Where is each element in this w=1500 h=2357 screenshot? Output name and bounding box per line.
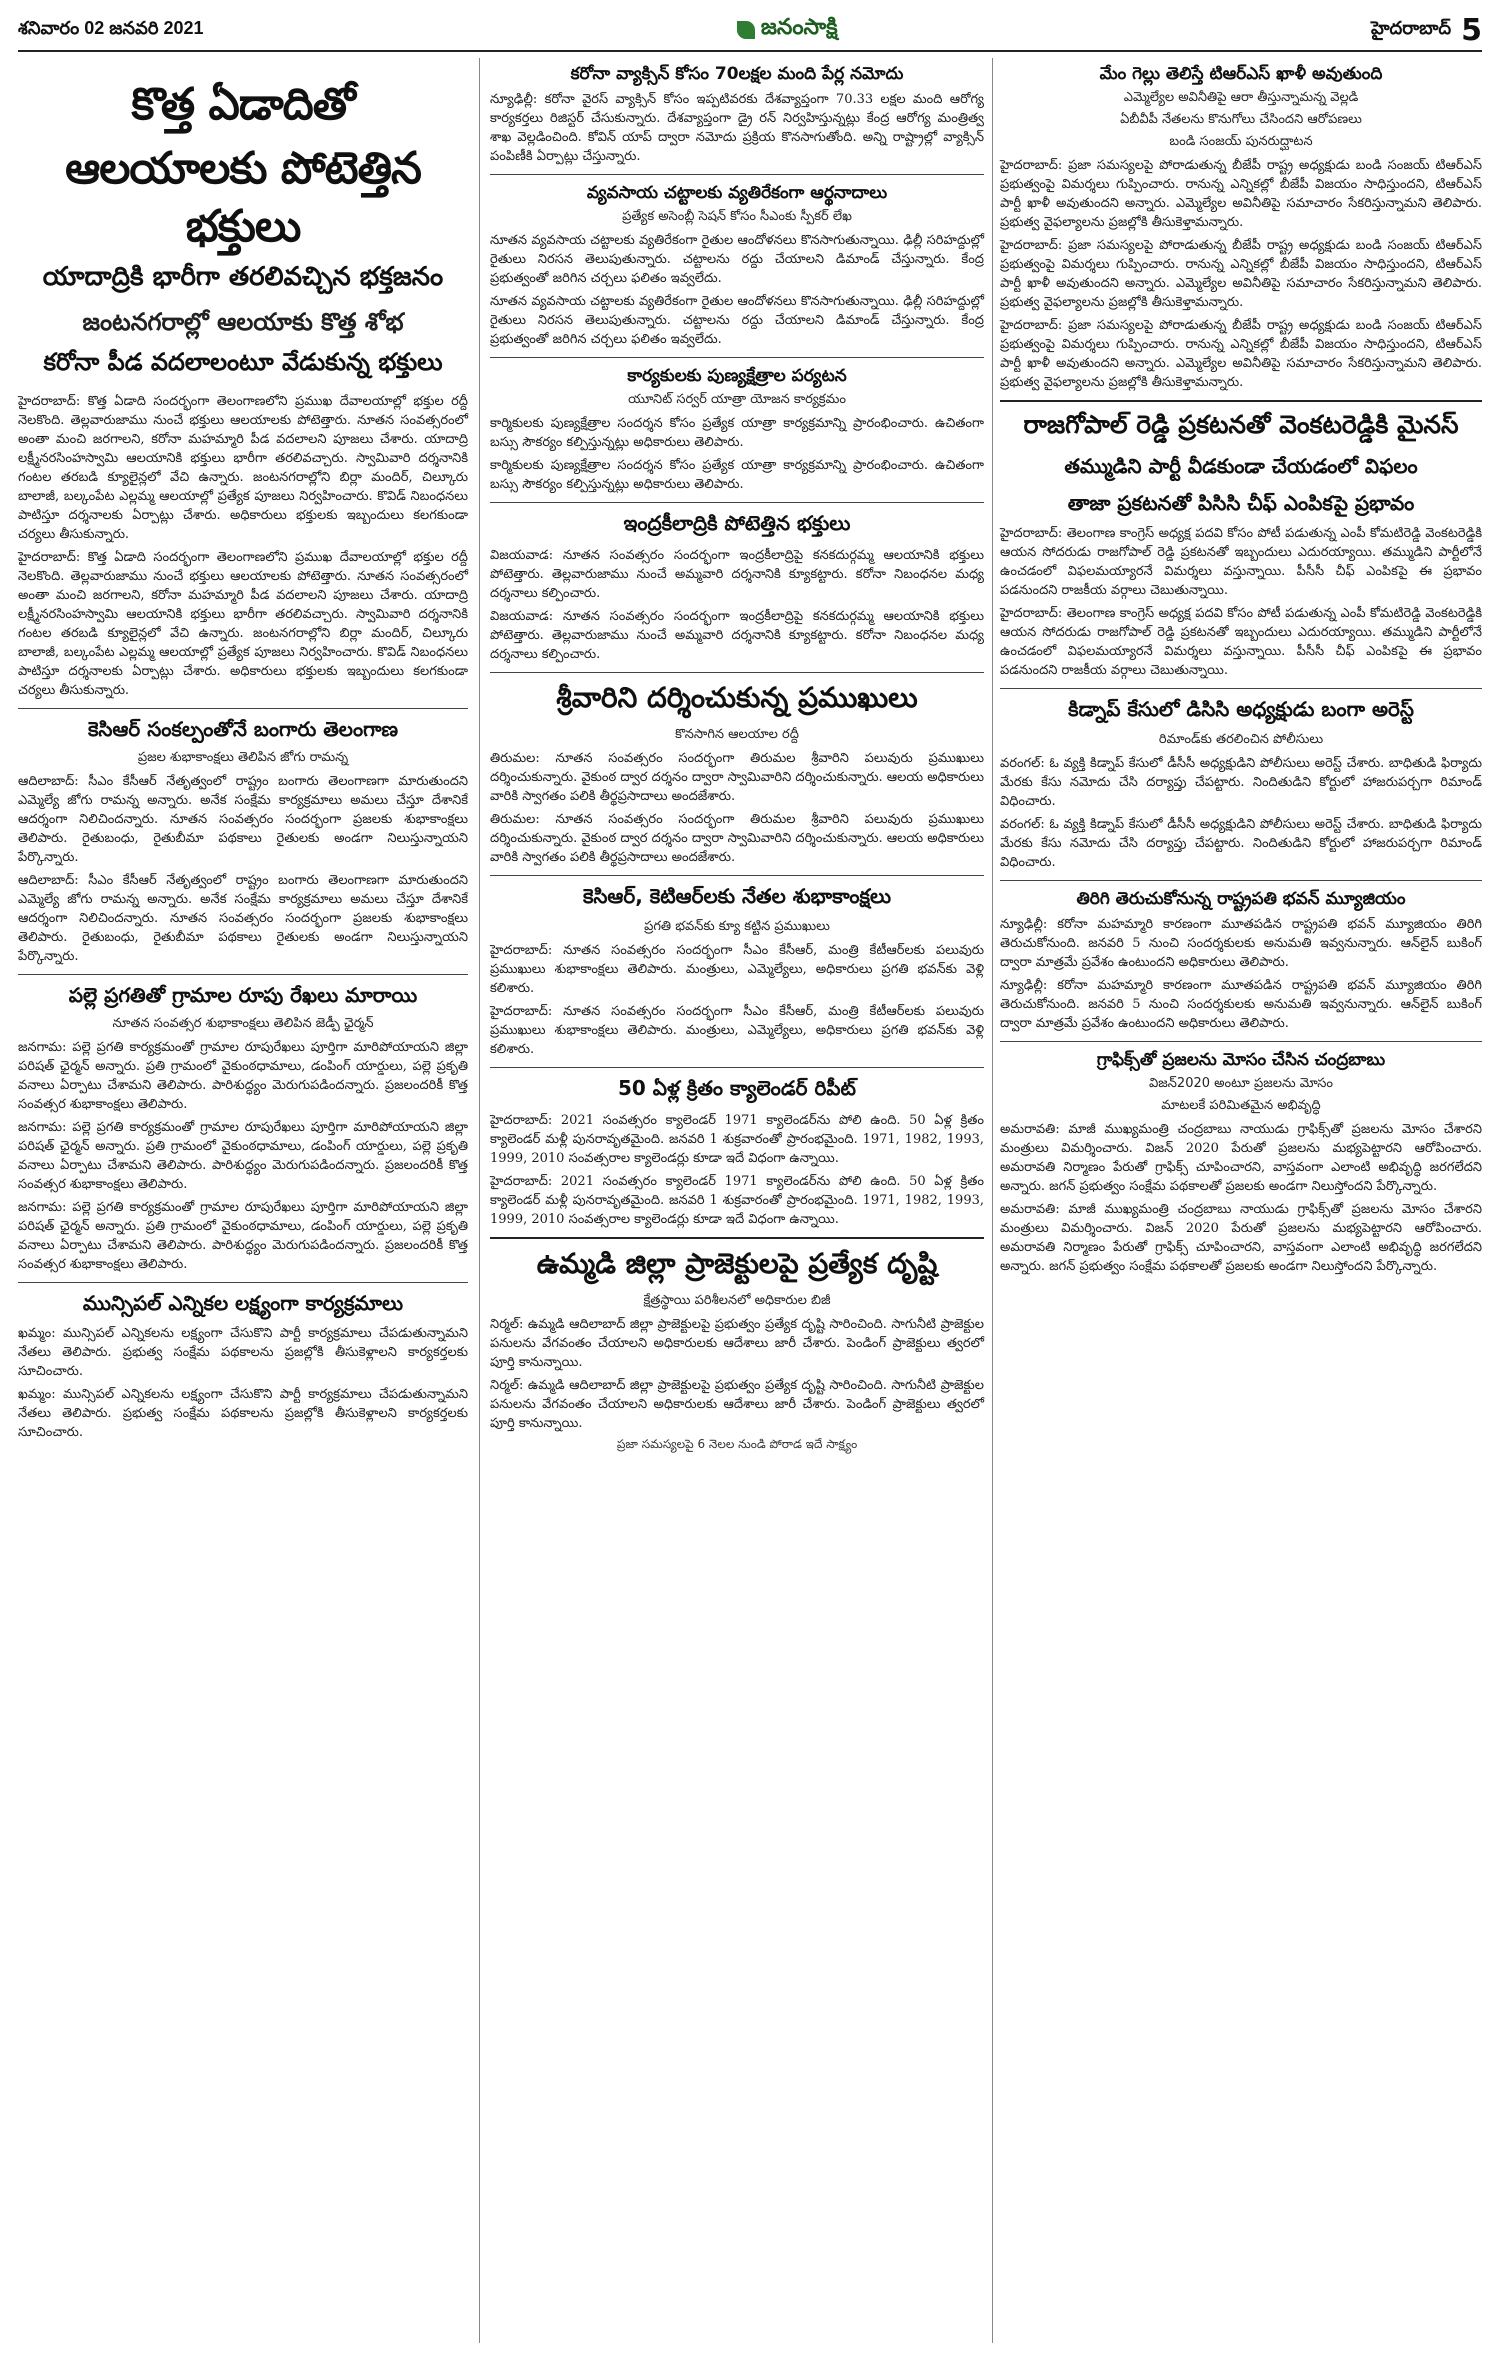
issue-date: శనివారం 02 జనవరి 2021 [18,17,204,38]
rajgopal-article-subheadline: తమ్ముడిని పార్టీ వీడకుండా చేయడంలో విఫలం [1064,454,1418,478]
srivari-article-kicker: కొనసాగిన ఆలయాల రద్దీ [675,727,799,742]
village-article-body-cont: జనగామ: పల్లె ప్రగతి కార్యక్రమంతో గ్రామాల రూపురేఖలు పూర్తిగా మారిపోయాయని జిల్లా పరిషత్‌ ఛైర్మన్‌ అన్నారు. ప్రతి గ్రామంలో వైకుంఠధామాలు, డంపింగ్‌ యార్డులు, పల్లె ప్రకృతి వనాలు ఏర్పాటు చేశామని తెలిపారు. పారిశుద్ధ్యం మెరుగుపడిందన్నారు. ప్రజలందరికీ కొత్త సంవత్సర శుభాకాంక్షలు తెలిపారు. [18,1120,468,1192]
village-article-body: జనగామ: పల్లె ప్రగతి కార్యక్రమంతో గ్రామాల రూపురేఖలు పూర్తిగా మారిపోయాయని జిల్లా పరిషత్‌ ఛైర్మన్‌ అన్నారు. ప్రతి గ్రామంలో వైకుంఠధామాలు, డంపింగ్‌ యార్డులు, పల్లె ప్రకృతి వనాలు ఏర్పాటు చేశామని తెలిపారు. పారిశుద్ధ్యం మెరుగుపడిందన్నారు. ప్రజలందరికీ కొత్త సంవత్సర శుభాకాంక్షలు తెలిపారు. [18,1040,468,1112]
agri-article-kicker: ప్రత్యేక అసెంబ్లీ సెషన్‌ కోసం సీఎంకు స్పీకర్‌ లేఖ [622,209,852,224]
logo-text: జనంసాక్షి [760,15,838,40]
indrakeeladri-article-body-cont: విజయవాడ: నూతన సంవత్సరం సందర్భంగా ఇంద్రకీలాద్రిపై కనకదుర్గమ్మ ఆలయానికి భక్తులు పోటెత్తారు. తెల్లవారుజాము నుంచే అమ్మవారి దర్శనానికి క్యూకట్టారు. కరోనా నిబంధనల మధ్య దర్శనాలు కల్పించారు. [490,609,984,662]
projects-article-kicker: క్షేత్రస్థాయి పరిశీలనలో అధికారుల బిజీ [643,1293,831,1308]
page-number: 5 [1461,12,1482,48]
kcr-article-body: ఆదిలాబాద్‌: సీఎం కేసీఆర్‌ నేతృత్వంలో రాష్ట్రం బంగారు తెలంగాణగా మారుతుందని ఎమ్మెల్యే జోగు రామన్న అన్నారు. అనేక సంక్షేమ కార్యక్రమాలు అమలు చేస్తూ దేశానికే ఆదర్శంగా నిలిచిందన్నారు. నూతన సంవత్సరం సందర్భంగా ప్రజలకు శుభాకాంక్షలు తెలిపారు. రైతుబంధు, రైతుబీమా పథకాలు రైతులకు అండగా నిలుస్తున్నాయని పేర్కొన్నారు. [18,774,468,865]
village-article-headline: పల్లె ప్రగతితో గ్రామాల రూపు రేఖలు మారాయి [68,983,418,1007]
column-right [1000,58,1482,1280]
municipal-article-body: ఖమ్మం: మున్సిపల్‌ ఎన్నికలను లక్ష్యంగా చేసుకొని పార్టీ కార్యక్రమాలు చేపడుతున్నామని నేతలు తెలిపారు. ప్రభుత్వ సంక్షేమ పథకాలను ప్రజల్లోకి తీసుకెళ్లాలని కార్యకర్తలకు సూచించారు. [18,1326,468,1379]
section-rule [490,875,984,876]
section-rule [18,1282,468,1283]
municipal-article-headline: మున్సిపల్‌ ఎన్నికల లక్ష్యంగా కార్యక్రమాలు [82,1291,404,1315]
calendar-article-body: హైదరాబాద్‌: 2021 సంవత్సరం క్యాలెండర్‌ 1971 క్యాలెండర్‌ను పోలి ఉంది. 50 ఏళ్ల క్రితం క్యాలెండర్‌ మళ్లీ పునరావృతమైంది. జనవరి 1 శుక్రవారంతో ప్రారంభమైంది. 1971, 1982, 1993, 1999, 2010 సంవత్సరాల క్యాలెండర్లు కూడా ఇదే విధంగా ఉన్నాయి. [490,1113,984,1166]
graphics-article-kicker-2: మాటలకే పరిమితమైన అభివృద్ధి [1161,1098,1321,1113]
kidnap-article-kicker: రిమాండ్‌కు తరలించిన పోలీసులు [1158,732,1324,747]
section-rule [1000,688,1482,689]
section-rule [18,708,468,709]
agri-article-headline: వ్యవసాయ చట్టాలకు వ్యతిరేకంగా ఆర్థనాదాలు [586,183,888,203]
indrakeeladri-article-body: విజయవాడ: నూతన సంవత్సరం సందర్భంగా ఇంద్రకీలాద్రిపై కనకదుర్గమ్మ ఆలయానికి భక్తులు పోటెత్తారు. తెల్లవారుజాము నుంచే అమ్మవారి దర్శనానికి క్యూకట్టారు. కరోనా నిబంధనల మధ్య దర్శనాలు కల్పించారు. [490,548,984,601]
section-rule [18,974,468,975]
footer-note: ప్రజా సమస్యలపై 6 నెలల నుండి పోరాడ ఇదే సాక్ష్యం [616,1437,858,1451]
calendar-article-headline: 50 ఏళ్ల క్రితం క్యాలెండర్‌ రిపీట్‌ [618,1076,856,1100]
column-left [18,58,468,1446]
kidnap-article-headline: కిడ్నాప్‌ కేసులో డిసిసి అధ్యక్షుడు బంగా అరెస్ట్‌ [1068,697,1414,721]
graphics-article-headline: గ్రాఫిక్స్‌తో ప్రజలను మోసం చేసిన చంద్రబాబు [1096,1050,1386,1070]
projects-article-body-cont: నిర్మల్‌: ఉమ్మడి ఆదిలాబాద్‌ జిల్లా ప్రాజెక్టులపై ప్రభుత్వం ప్రత్యేక దృష్టి సారించింది. సాగునీటి ప్రాజెక్టుల పనులను వేగవంతం చేయాలని అధికారులకు ఆదేశాలు జారీ చేశారు. పెండింగ్‌ ప్రాజెక్టులు త్వరలో పూర్తి కానున్నాయి. [490,1378,984,1431]
srivari-article-body: తిరుమల: నూతన సంవత్సరం సందర్భంగా తిరుమల శ్రీవారిని పలువురు ప్రముఖులు దర్శించుకున్నారు. వైకుంఠ ద్వార దర్శనం ద్వారా స్వామివారిని దర్శించుకున్నారు. ఆలయ అధికారులు వారికి స్వాగతం పలికి తీర్థప్రసాదాలు అందజేశారు. [490,751,984,804]
village-article-body-cont2: జనగామ: పల్లె ప్రగతి కార్యక్రమంతో గ్రామాల రూపురేఖలు పూర్తిగా మారిపోయాయని జిల్లా పరిషత్‌ ఛైర్మన్‌ అన్నారు. ప్రతి గ్రామంలో వైకుంఠధామాలు, డంపింగ్‌ యార్డులు, పల్లె ప్రకృతి వనాలు ఏర్పాటు చేశామని తెలిపారు. పారిశుద్ధ్యం మెరుగుపడిందన్నారు. ప్రజలందరికీ కొత్త సంవత్సర శుభాకాంక్షలు తెలిపారు. [18,1200,468,1272]
municipal-article-body-cont: ఖమ్మం: మున్సిపల్‌ ఎన్నికలను లక్ష్యంగా చేసుకొని పార్టీ కార్యక్రమాలు చేపడుతున్నామని నేతలు తెలిపారు. ప్రభుత్వ సంక్షేమ పథకాలను ప్రజల్లోకి తీసుకెళ్లాలని కార్యకర్తలకు సూచించారు. [18,1387,468,1440]
kcr-wishes-body-cont: హైదరాబాద్‌: నూతన సంవత్సరం సందర్భంగా సీఎం కేసీఆర్‌, మంత్రి కేటీఆర్‌లకు పలువురు ప్రముఖులు శుభాకాంక్షలు తెలిపారు. మంత్రులు, ఎమ్మెల్యేలు, అధికారులు ప్రగతి భవన్‌కు వెళ్లి కలిశారు. [490,1004,984,1057]
section-rule [490,174,984,175]
kidnap-article-body: వరంగల్‌: ఓ వ్యక్తి కిడ్నాప్‌ కేసులో డీసీసీ అధ్యక్షుడిని పోలీసులు అరెస్ట్‌ చేశారు. బాధితుడి ఫిర్యాదు మేరకు కేసు నమోదు చేసి దర్యాప్తు చేపట్టారు. నిందితుడిని కోర్టులో హాజరుపర్చగా రిమాండ్‌ విధించారు. [1000,756,1482,809]
workers-article-body-cont: కార్మికులకు పుణ్యక్షేత్రాల సందర్శన కోసం ప్రత్యేక యాత్రా కార్యక్రమాన్ని ప్రారంభించారు. ఉచితంగా బస్సు సౌకర్యం కల్పిస్తున్నట్లు అధికారులు తెలిపారు. [490,458,984,492]
bjp-article-headline: మేం గెల్లు తెలిస్తే టిఆర్‌ఎస్‌ ఖాళీ అవుతుంది [1099,64,1383,84]
kcr-article-kicker: ప్రజల శుభాకాంక్షలు తెలిపిన జోగు రామన్న [137,750,349,765]
kcr-wishes-kicker: ప్రగతి భవన్‌కు క్యూ కట్టిన ప్రముఖులు [644,919,830,934]
workers-article-body: కార్మికులకు పుణ్యక్షేత్రాల సందర్శన కోసం ప్రత్యేక యాత్రా కార్యక్రమాన్ని ప్రారంభించారు. ఉచితంగా బస్సు సౌకర్యం కల్పిస్తున్నట్లు అధికారులు తెలిపారు. [490,416,984,450]
graphics-article-body: అమరావతి: మాజీ ముఖ్యమంత్రి చంద్రబాబు నాయుడు గ్రాఫిక్స్‌తో ప్రజలను మోసం చేశారని మంత్రులు విమర్శించారు. విజన్‌ 2020 పేరుతో ప్రజలను మభ్యపెట్టారని ఆరోపించారు. అమరావతి నిర్మాణం పేరుతో గ్రాఫిక్స్‌ చూపించారని, వాస్తవంగా ఎలాంటి అభివృద్ధి జరగలేదని అన్నారు. జగన్‌ ప్రభుత్వం సంక్షేమ పథకాలతో ప్రజలకు అండగా నిలుస్తోందని పేర్కొన్నారు. [1000,1122,1482,1194]
kcr-wishes-body: హైదరాబాద్‌: నూతన సంవత్సరం సందర్భంగా సీఎం కేసీఆర్‌, మంత్రి కేటీఆర్‌లకు పలువురు ప్రముఖులు శుభాకాంక్షలు తెలిపారు. మంత్రులు, ఎమ్మెల్యేలు, అధికారులు ప్రగతి భవన్‌కు వెళ్లి కలిశారు. [490,943,984,996]
village-article-kicker: నూతన సంవత్సర శుభాకాంక్షలు తెలిపిన జెడ్పీ ఛైర్మన్‌ [112,1016,374,1031]
section-rule [1000,400,1482,402]
bhavan-article-body-cont: న్యూఢిల్లీ: కరోనా మహమ్మారి కారణంగా మూతపడిన రాష్ట్రపతి భవన్‌ మ్యూజియం తిరిగి తెరుచుకోనుంది. జనవరి 5 నుంచి సందర్శకులకు అనుమతి ఇవ్వనున్నారు. ఆన్‌లైన్‌ బుకింగ్‌ ద్వారా మాత్రమే ప్రవేశం ఉంటుందని అధికారులు తెలిపారు. [1000,978,1482,1031]
page-info [1371,13,1482,48]
edition-city: హైదరాబాద్ [1370,17,1452,39]
section-rule [490,1067,984,1068]
newspaper-logo [737,15,838,45]
lead-headline-line1: కొత్త ఏడాదితో [131,79,355,130]
kcr-article-headline: కెసిఆర్‌ సంకల్పంతోనే బంగారు తెలంగాణ [87,717,399,741]
column-divider [479,58,480,2343]
agri-article-body-cont: నూతన వ్యవసాయ చట్టాలకు వ్యతిరేకంగా రైతుల ఆందోళనలు కొనసాగుతున్నాయి. ఢిల్లీ సరిహద్దుల్లో రైతులు నిరసన తెలుపుతున్నారు. చట్టాలను రద్దు చేయాలని డిమాండ్‌ చేస్తున్నారు. కేంద్ర ప్రభుత్వంతో జరిగిన చర్చలు ఫలితం ఇవ్వలేదు. [490,294,984,347]
kidnap-article-body-cont: వరంగల్‌: ఓ వ్యక్తి కిడ్నాప్‌ కేసులో డీసీసీ అధ్యక్షుడిని పోలీసులు అరెస్ట్‌ చేశారు. బాధితుడి ఫిర్యాదు మేరకు కేసు నమోదు చేసి దర్యాప్తు చేపట్టారు. నిందితుడిని కోర్టులో హాజరుపర్చగా రిమాండ్‌ విధించారు. [1000,817,1482,870]
section-rule [490,672,984,673]
lead-subheadline-3: కరోనా పీడ వదలాలంటూ వేడుకున్న భక్తులు [43,348,443,376]
srivari-article-body-cont: తిరుమల: నూతన సంవత్సరం సందర్భంగా తిరుమల శ్రీవారిని పలువురు ప్రముఖులు దర్శించుకున్నారు. వైకుంఠ ద్వార దర్శనం ద్వారా స్వామివారిని దర్శించుకున్నారు. ఆలయ అధికారులు వారికి స్వాగతం పలికి తీర్థప్రసాదాలు అందజేశారు. [490,812,984,865]
rajgopal-article-headline: రాజగోపాల్‌ రెడ్డి ప్రకటనతో వెంకటరెడ్డికి మైనస్‌ [1023,410,1459,439]
workers-article-headline: కార్యకులకు పుణ్యక్షేత్రాల పర్యటన [627,366,847,386]
graphics-article-kicker: విజన్‌2020 అంటూ ప్రజలను మోసం [1149,1076,1333,1091]
section-rule [490,1237,984,1239]
section-rule [490,357,984,358]
projects-article-body: నిర్మల్‌: ఉమ్మడి ఆదిలాబాద్‌ జిల్లా ప్రాజెక్టులపై ప్రభుత్వం ప్రత్యేక దృష్టి సారించింది. సాగునీటి ప్రాజెక్టుల పనులను వేగవంతం చేయాలని అధికారులకు ఆదేశాలు జారీ చేశారు. పెండింగ్‌ ప్రాజెక్టులు త్వరలో పూర్తి కానున్నాయి. [490,1317,984,1370]
calendar-article-body-cont: హైదరాబాద్‌: 2021 సంవత్సరం క్యాలెండర్‌ 1971 క్యాలెండర్‌ను పోలి ఉంది. 50 ఏళ్ల క్రితం క్యాలెండర్‌ మళ్లీ పునరావృతమైంది. జనవరి 1 శుక్రవారంతో ప్రారంభమైంది. 1971, 1982, 1993, 1999, 2010 సంవత్సరాల క్యాలెండర్లు కూడా ఇదే విధంగా ఉన్నాయి. [490,1174,984,1227]
rajgopal-article-subheadline-2: తాజా ప్రకటనతో పిసిసి చీఫ్‌ ఎంపికపై ప్రభావం [1067,491,1415,515]
bjp-article-body: హైదరాబాద్‌: ప్రజా సమస్యలపై పోరాడుతున్న బీజేపీ రాష్ట్ర అధ్యక్షుడు బండి సంజయ్‌ టిఆర్‌ఎస్‌ ప్రభుత్వంపై విమర్శలు గుప్పించారు. రానున్న ఎన్నికల్లో బీజేపీ విజయం సాధిస్తుందని, టిఆర్‌ఎస్‌ పార్టీ ఖాళీ అవుతుందని అన్నారు. ఎమ్మెల్యేల అవినీతిపై సమాచారం సేకరిస్తున్నామని తెలిపారు. ప్రభుత్వ వైఫల్యాలను ప్రజల్లోకి తీసుకెళ్తామన్నారు. [1000,158,1482,230]
bhavan-article-body: న్యూఢిల్లీ: కరోనా మహమ్మారి కారణంగా మూతపడిన రాష్ట్రపతి భవన్‌ మ్యూజియం తిరిగి తెరుచుకోనుంది. జనవరి 5 నుంచి సందర్శకులకు అనుమతి ఇవ్వనున్నారు. ఆన్‌లైన్‌ బుకింగ్‌ ద్వారా మాత్రమే ప్రవేశం ఉంటుందని అధికారులు తెలిపారు. [1000,917,1482,970]
bjp-article-kicker: ఎమ్మెల్యేల అవినీతిపై ఆరా తీస్తున్నామన్న వెల్లడి [1123,90,1359,105]
srivari-article-headline: శ్రీవారిని దర్శించుకున్న ప్రముఖులు [556,681,918,714]
workers-article-kicker: యూనిట్‌ సర్వర్‌ యాత్రా యోజన కార్యక్రమం [628,392,846,407]
kcr-wishes-headline: కెసిఆర్‌, కెటిఆర్‌లకు నేతల శుభాకాంక్షలు [582,884,892,908]
leaf-icon [737,21,755,39]
bjp-article-body-cont2: హైదరాబాద్‌: ప్రజా సమస్యలపై పోరాడుతున్న బీజేపీ రాష్ట్ర అధ్యక్షుడు బండి సంజయ్‌ టిఆర్‌ఎస్‌ ప్రభుత్వంపై విమర్శలు గుప్పించారు. రానున్న ఎన్నికల్లో బీజేపీ విజయం సాధిస్తుందని, టిఆర్‌ఎస్‌ పార్టీ ఖాళీ అవుతుందని అన్నారు. ఎమ్మెల్యేల అవినీతిపై సమాచారం సేకరిస్తున్నామని తెలిపారు. ప్రభుత్వ వైఫల్యాలను ప్రజల్లోకి తీసుకెళ్తామన్నారు. [1000,318,1482,390]
vaccine-article-headline: కరోనా వ్యాక్సిన్‌ కోసం 70లక్షల మంది పేర్ల నమోదు [570,64,904,84]
graphics-article-body-cont: అమరావతి: మాజీ ముఖ్యమంత్రి చంద్రబాబు నాయుడు గ్రాఫిక్స్‌తో ప్రజలను మోసం చేశారని మంత్రులు విమర్శించారు. విజన్‌ 2020 పేరుతో ప్రజలను మభ్యపెట్టారని ఆరోపించారు. అమరావతి నిర్మాణం పేరుతో గ్రాఫిక్స్‌ చూపించారని, వాస్తవంగా ఎలాంటి అభివృద్ధి జరగలేదని అన్నారు. జగన్‌ ప్రభుత్వం సంక్షేమ పథకాలతో ప్రజలకు అండగా నిలుస్తోందని పేర్కొన్నారు. [1000,1202,1482,1274]
agri-article-body: నూతన వ్యవసాయ చట్టాలకు వ్యతిరేకంగా రైతుల ఆందోళనలు కొనసాగుతున్నాయి. ఢిల్లీ సరిహద్దుల్లో రైతులు నిరసన తెలుపుతున్నారు. చట్టాలను రద్దు చేయాలని డిమాండ్‌ చేస్తున్నారు. కేంద్ర ప్రభుత్వంతో జరిగిన చర్చలు ఫలితం ఇవ్వలేదు. [490,233,984,286]
bjp-article-body-cont: హైదరాబాద్‌: ప్రజా సమస్యలపై పోరాడుతున్న బీజేపీ రాష్ట్ర అధ్యక్షుడు బండి సంజయ్‌ టిఆర్‌ఎస్‌ ప్రభుత్వంపై విమర్శలు గుప్పించారు. రానున్న ఎన్నికల్లో బీజేపీ విజయం సాధిస్తుందని, టిఆర్‌ఎస్‌ పార్టీ ఖాళీ అవుతుందని అన్నారు. ఎమ్మెల్యేల అవినీతిపై సమాచారం సేకరిస్తున్నామని తెలిపారు. ప్రభుత్వ వైఫల్యాలను ప్రజల్లోకి తీసుకెళ్తామన్నారు. [1000,238,1482,310]
section-rule [1000,1041,1482,1042]
lead-subheadline: యాదాద్రికి భారీగా తరలివచ్చిన భక్తజనం [42,262,444,292]
projects-article-headline: ఉమ్మడి జిల్లా ప్రాజెక్టులపై ప్రత్యేక దృష్టి [536,1247,938,1280]
column-divider [992,58,993,2343]
rajgopal-article-body: హైదరాబాద్‌: తెలంగాణ కాంగ్రెస్‌ అధ్యక్ష పదవి కోసం పోటీ పడుతున్న ఎంపీ కోమటిరెడ్డి వెంకటరెడ్డికి ఆయన సోదరుడు రాజగోపాల్‌ రెడ్డి ప్రకటనతో ఇబ్బందులు ఎదురయ్యాయి. తమ్ముడిని పార్టీలోనే ఉంచడంలో విఫలమయ్యారనే విమర్శలు వస్తున్నాయి. పీసీసీ చీఫ్‌ ఎంపికపై ఈ ప్రభావం పడనుందని రాజకీయ వర్గాలు చెబుతున్నాయి. [1000,526,1482,598]
section-rule [490,502,984,503]
lead-article-body-cont: హైదరాబాద్‌: కొత్త ఏడాది సందర్భంగా తెలంగాణలోని ప్రముఖ దేవాలయాల్లో భక్తుల రద్దీ నెలకొంది. తెల్లవారుజాము నుంచే భక్తులు ఆలయాలకు పోటెత్తారు. నూతన సంవత్సరంలో అంతా మంచి జరగాలని, కరోనా మహమ్మారి పీడ వదలాలని పూజలు చేశారు. యాదాద్రి లక్ష్మీనరసింహస్వామి ఆలయానికి భక్తులు భారీగా తరలివచ్చారు. స్వామివారి దర్శనానికి గంటల తరబడి క్యూలైన్లలో వేచి ఉన్నారు. జంటనగరాల్లోని బిర్లా మందిర్‌, చిల్కూరు బాలాజీ, బల్కంపేట ఎల్లమ్మ ఆలయాల్లో ప్రత్యేక పూజలు నిర్వహించారు. కొవిడ్‌ నిబంధనలు పాటిస్తూ దర్శనాలకు ఏర్పాట్లు చేశారు. అధికారులు భక్తులకు ఇబ్బందులు కలగకుండా చర్యలు తీసుకున్నారు. [18,550,468,698]
masthead [18,10,1482,52]
lead-article-body: హైదరాబాద్‌: కొత్త ఏడాది సందర్భంగా తెలంగాణలోని ప్రముఖ దేవాలయాల్లో భక్తుల రద్దీ నెలకొంది. తెల్లవారుజాము నుంచే భక్తులు ఆలయాలకు పోటెత్తారు. నూతన సంవత్సరంలో అంతా మంచి జరగాలని, కరోనా మహమ్మారి పీడ వదలాలని పూజలు చేశారు. యాదాద్రి లక్ష్మీనరసింహస్వామి ఆలయానికి భక్తులు భారీగా తరలివచ్చారు. స్వామివారి దర్శనానికి గంటల తరబడి క్యూలైన్లలో వేచి ఉన్నారు. జంటనగరాల్లోని బిర్లా మందిర్‌, చిల్కూరు బాలాజీ, బల్కంపేట ఎల్లమ్మ ఆలయాల్లో ప్రత్యేక పూజలు నిర్వహించారు. కొవిడ్‌ నిబంధనలు పాటిస్తూ దర్శనాలకు ఏర్పాట్లు చేశారు. అధికారులు భక్తులకు ఇబ్బందులు కలగకుండా చర్యలు తీసుకున్నారు. [18,394,468,542]
rajgopal-article-body-cont: హైదరాబాద్‌: తెలంగాణ కాంగ్రెస్‌ అధ్యక్ష పదవి కోసం పోటీ పడుతున్న ఎంపీ కోమటిరెడ్డి వెంకటరెడ్డికి ఆయన సోదరుడు రాజగోపాల్‌ రెడ్డి ప్రకటనతో ఇబ్బందులు ఎదురయ్యాయి. తమ్ముడిని పార్టీలోనే ఉంచడంలో విఫలమయ్యారనే విమర్శలు వస్తున్నాయి. పీసీసీ చీఫ్‌ ఎంపికపై ఈ ప్రభావం పడనుందని రాజకీయ వర్గాలు చెబుతున్నాయి. [1000,606,1482,678]
bhavan-article-headline: తిరిగి తెరుచుకోనున్న రాష్ట్రపతి భవన్‌ మ్యూజియం [1076,889,1406,909]
indrakeeladri-article-headline: ఇంద్రకీలాద్రికి పోటెత్తిన భక్తులు [623,511,851,535]
column-center [490,58,984,1454]
section-rule [1000,880,1482,881]
bjp-article-kicker-3: బండి సంజయ్‌ పునరుద్ఘాటన [1169,134,1313,149]
lead-subheadline-2: జంటనగరాల్లో ఆలయాకు కొత్త శోభ [82,308,404,336]
vaccine-article-body: న్యూఢిల్లీ: కరోనా వైరస్‌ వ్యాక్సిన్‌ కోసం ఇప్పటివరకు దేశవ్యాప్తంగా 70.33 లక్షల మంది ఆరోగ్య కార్యకర్తలు రిజిస్టర్‌ చేసుకున్నారు. దేశవ్యాప్తంగా డ్రై రన్‌ నిర్వహిస్తున్నట్లు కేంద్ర ఆరోగ్య మంత్రిత్వ శాఖ వెల్లడించింది. కోవిన్‌ యాప్‌ ద్వారా నమోదు ప్రక్రియ కొనసాగుతోంది. అన్ని రాష్ట్రాల్లో వ్యాక్సిన్‌ పంపిణీకి ఏర్పాట్లు చేస్తున్నారు. [490,92,984,164]
lead-headline-line2: ఆలయాలకు పోటెత్తిన భక్తులు [65,143,421,252]
kcr-article-body-cont: ఆదిలాబాద్‌: సీఎం కేసీఆర్‌ నేతృత్వంలో రాష్ట్రం బంగారు తెలంగాణగా మారుతుందని ఎమ్మెల్యే జోగు రామన్న అన్నారు. అనేక సంక్షేమ కార్యక్రమాలు అమలు చేస్తూ దేశానికే ఆదర్శంగా నిలిచిందన్నారు. నూతన సంవత్సరం సందర్భంగా ప్రజలకు శుభాకాంక్షలు తెలిపారు. రైతుబంధు, రైతుబీమా పథకాలు రైతులకు అండగా నిలుస్తున్నాయని పేర్కొన్నారు. [18,873,468,964]
bjp-article-kicker-2: ఏబీవీపీ నేతలను కొనుగోలు చేసిందని ఆరోపణలు [1120,112,1362,127]
